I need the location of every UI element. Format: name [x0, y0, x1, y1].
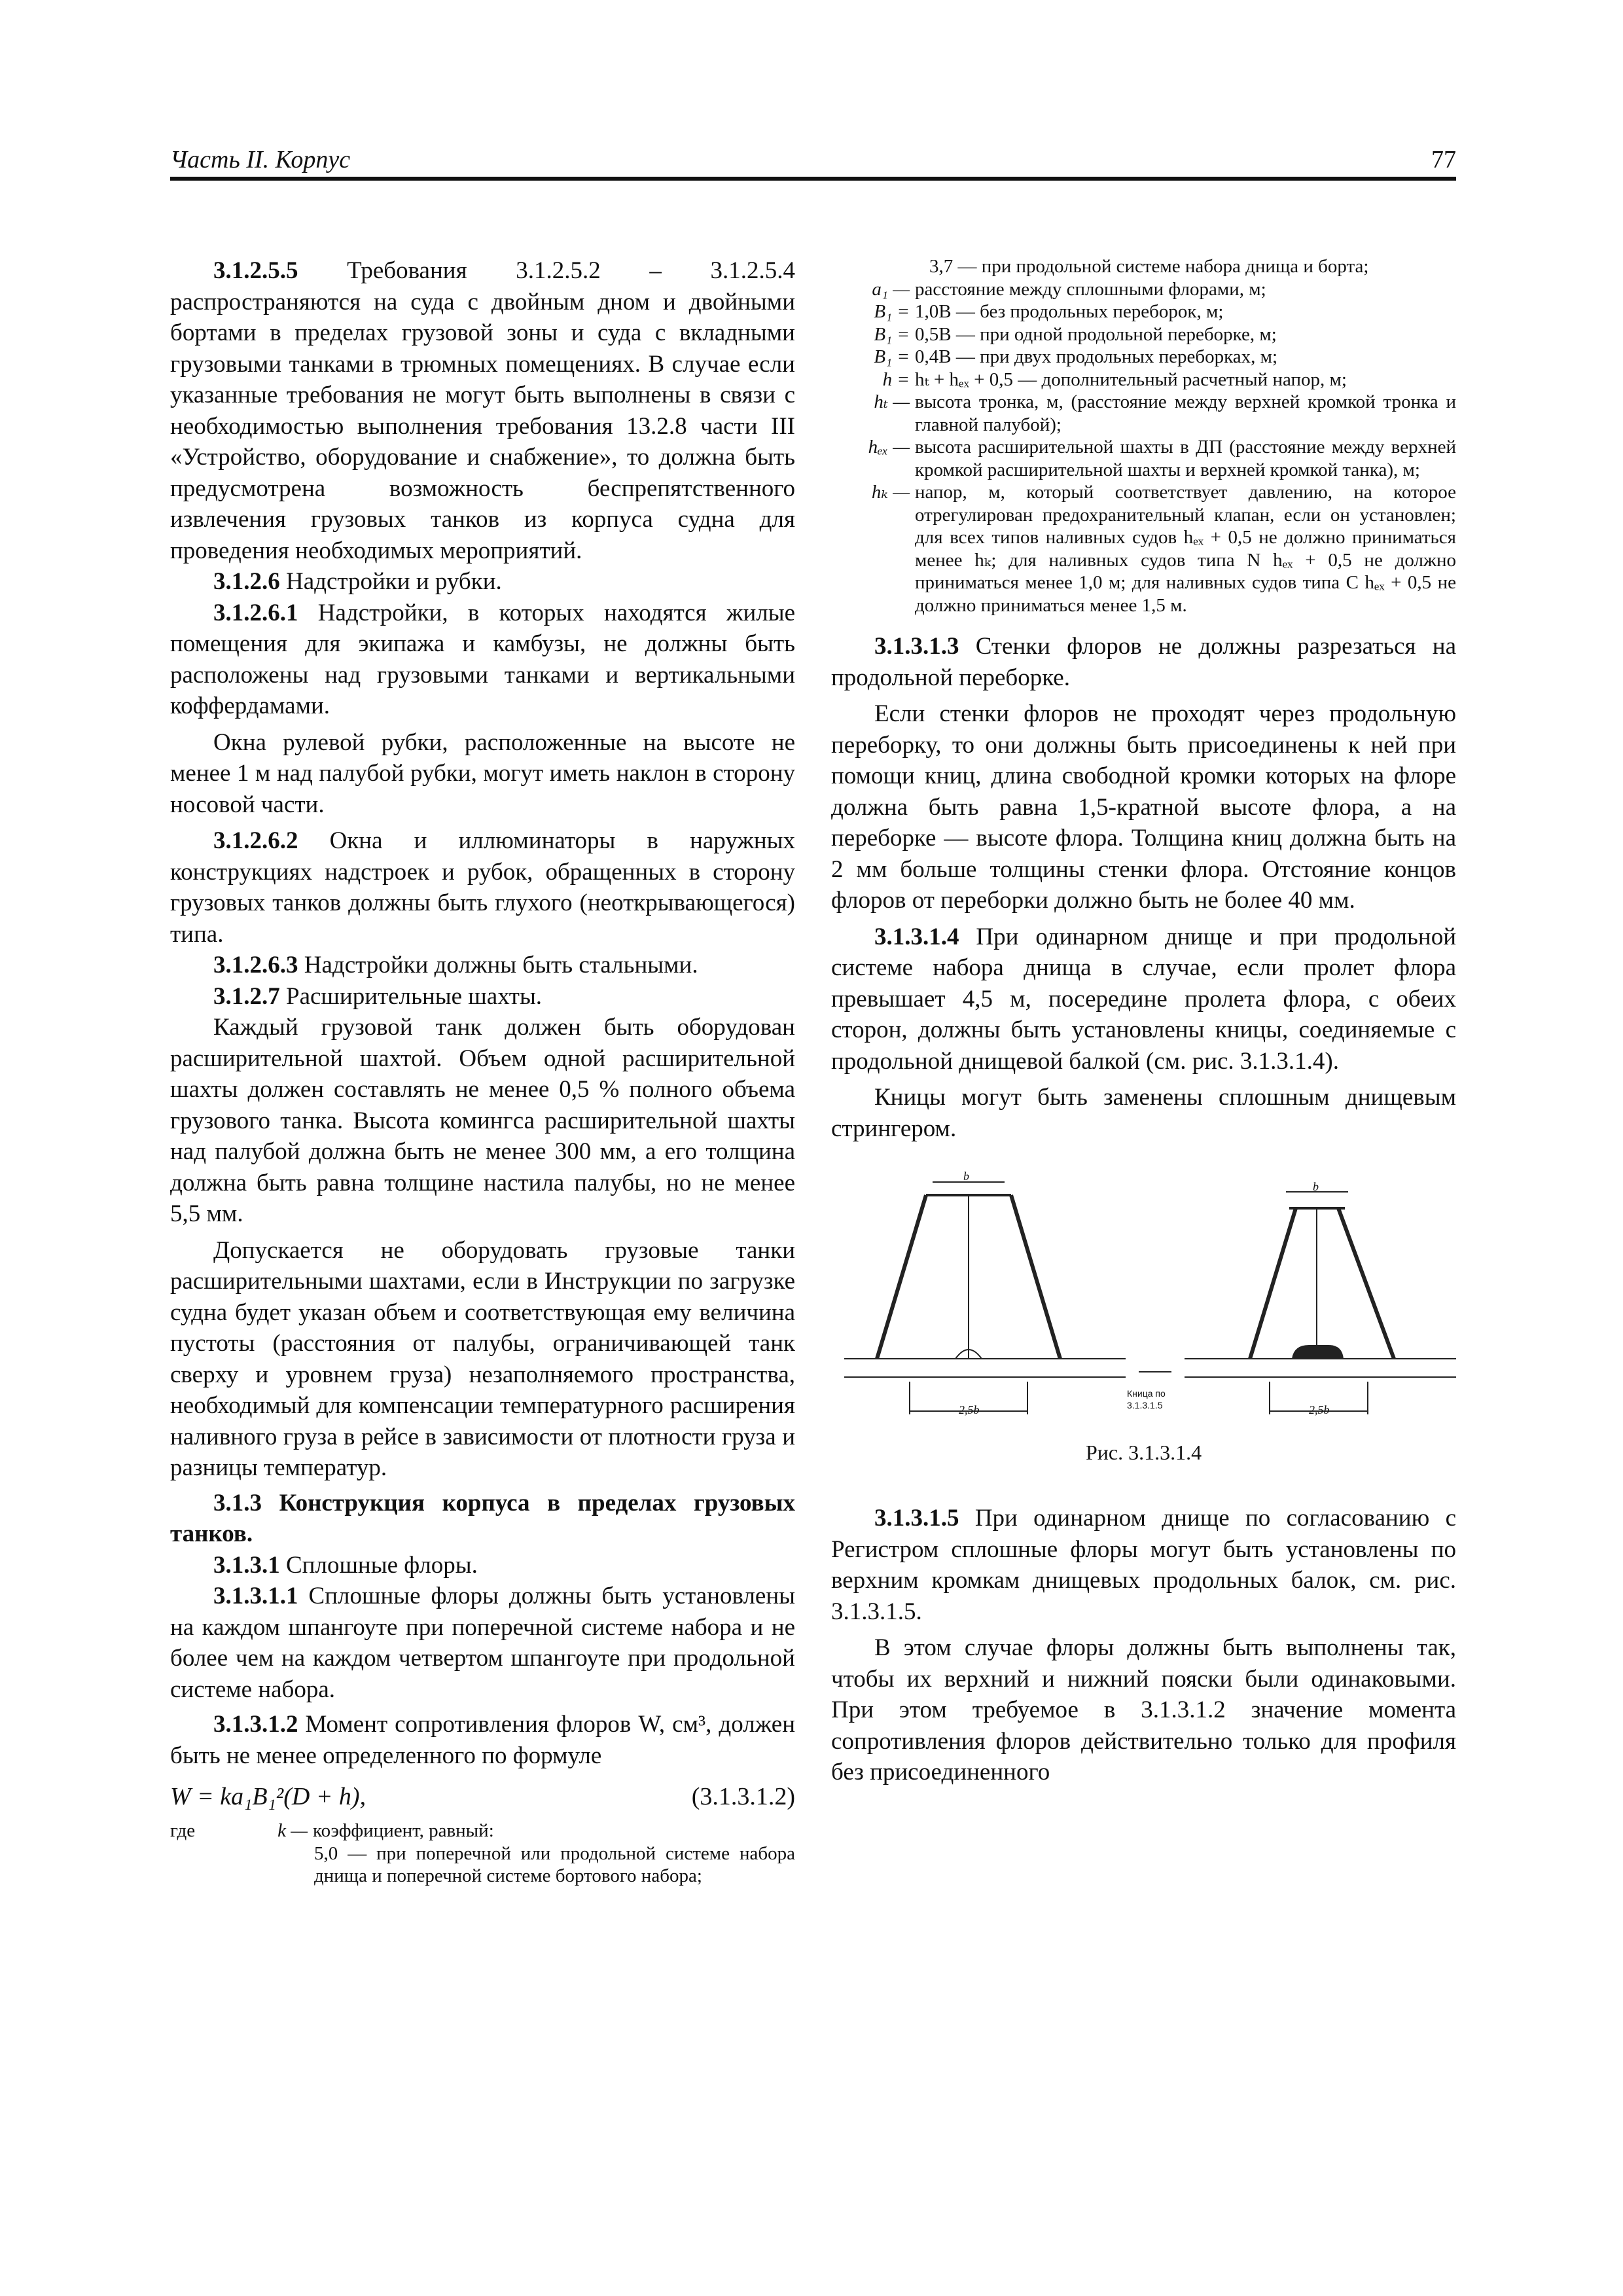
paragraph: 3.1.2.5.5 Требования 3.1.2.5.2 – 3.1.2.5.4 распространяются на суда с двойным дном и двойными бортами в пределах грузовой зоны и суда с вкладными грузовыми танками в трюмных помещениях. В случае если указанные требования не могут быть выполнены в связи с необходимостью выполнения требования 13.2.8 части III «Устройство, оборудование и снабжение», то должна быть предусмотрена возможность беспрепятственного извлечения грузовых танков из корпуса судна для проведения необходимых мероприятий.	[170, 257, 795, 564]
figure-caption: Рис. 3.1.3.1.4	[1085, 1441, 1202, 1464]
definition: расстояние между сплошными флорами, м;	[915, 278, 1266, 300]
definition: 1,0B — без продольных переборок, м;	[915, 301, 1224, 322]
paragraph: Если стенки флоров не проходят через продольную переборку, то они должны быть присоединены к ней при помощи книц, длина свободной кромки которых на флоре должна быть равна 1,5-кратной высоте флора, а на переборке — высоте флора. Толщина книц должна быть на 2 мм больше толщины стенки флора. Отстояние концов флоров от переборки должно быть не более 40 мм.	[831, 700, 1456, 914]
definition-row	[831, 368, 1456, 391]
paragraph: 3.1.3.1.2 Момент сопротивления флоров W, см³, должен быть не менее определенного по формуле	[170, 1711, 795, 1769]
paragraph: 3.1.2.6.2 Окна и иллюминаторы в наружных конструкциях надстроек и рубок, обращенных в сторону грузовых танков должны быть глухого (неоткрывающегося) типа.	[170, 827, 795, 948]
note-label: Кница по	[1127, 1388, 1166, 1399]
definition: hₜ + hₑₓ + 0,5 — дополнительный расчетный напор, м;	[915, 368, 1347, 390]
paragraph: 3.1.3.1 Сплошные флоры.	[213, 1551, 478, 1579]
definition: коэффициент, равный:	[313, 1820, 494, 1841]
dim-label: 2,5b	[1309, 1403, 1330, 1416]
section-heading: 3.1.3 Конструкция корпуса в пределах грузовых танков.	[170, 1489, 795, 1547]
definition-row	[831, 436, 1456, 481]
definition-row	[831, 278, 1456, 301]
paragraph: 3.1.3.1.4 При одинарном днище и при продольной системе набора днища в случае, если пролет флора превышает 4,5 м, посередине пролета флора, с обеих сторон, должны быть установлены кницы, соединяемые с продольной днищевой балкой (см. рис. 3.1.3.1.4).	[831, 923, 1456, 1075]
definition: 3,7 — при продольной системе набора днища и борта;	[929, 256, 1369, 277]
paragraph: Окна рулевой рубки, расположенные на высоте не менее 1 м над палубой рубки, могут иметь наклон в сторону носовой части.	[170, 728, 795, 818]
figure-3-1-3-1-4	[831, 1156, 1456, 1463]
symbol: B₁ =	[874, 323, 910, 345]
symbol: k —	[277, 1820, 308, 1841]
paragraph: 3.1.2.6.3 Надстройки должны быть стальными.	[213, 952, 698, 978]
paragraph: 3.1.2.6 Надстройки и рубки.	[213, 568, 502, 595]
dim-label: b	[963, 1170, 969, 1183]
definition: 0,4B — при двух продольных переборках, м;	[915, 346, 1278, 367]
page-number: 77	[1431, 146, 1456, 173]
left-column	[170, 255, 795, 1888]
symbol: hₖ —	[871, 482, 910, 503]
where-label: где	[170, 1820, 196, 1841]
symbol: h =	[882, 368, 910, 390]
paragraph: Допускается не оборудовать грузовые танки расширительными шахтами, если в Инструкции по загрузке судна будет указан объем и соответствующая ему величина пустоты (расстояния от палубы, ограничивающей танк сверху и уровнем груза) незаполняемого пространства, необходимый для компенсации температурного расширения наливного груза в рейсе в зависимости от плотности груза и разницы температур.	[170, 1236, 795, 1481]
definition-row	[831, 346, 1456, 368]
symbol: hₜ —	[874, 391, 910, 412]
paragraph: 3.1.3.1.1 Сплошные флоры должны быть установлены на каждом шпангоуте при поперечной системе набора и не более чем на каждом четвертом шпангоуте при продольной системе набора.	[170, 1583, 795, 1703]
formula-legend-cont	[831, 255, 1456, 617]
formula-legend	[170, 1820, 795, 1888]
definition-row	[831, 391, 1456, 436]
symbol: B₁ =	[874, 301, 910, 322]
definition-row	[831, 323, 1456, 346]
paragraph: 3.1.3.1.5 При одинарном днище по согласованию с Регистром сплошные флоры могут быть установлены по верхним кромкам днищевых продольных балок, см. рис. 3.1.3.1.5.	[831, 1505, 1456, 1625]
paragraph: Кницы могут быть заменены сплошным днищевым стрингером.	[831, 1084, 1456, 1142]
definition: напор, м, который соответствует давлению, на которое отрегулирован предохранительный клапан, если он установлен; для всех типов наливных судов hₑₓ + 0,5 не должно приниматься менее hₖ; для наливных судов типа N hₑₓ + 0,5 не должно приниматься менее 1,0 м; для наливных судов типа C hₑₓ + 0,5 не должно приниматься менее 1,5 м.	[915, 482, 1456, 616]
definition: высота тронка, м, (расстояние между верхней кромкой тронка и главной палубой);	[915, 391, 1456, 435]
note-label: 3.1.3.1.5	[1127, 1400, 1163, 1410]
symbol: hₑₓ —	[868, 437, 910, 457]
paragraph: 3.1.2.6.1 Надстройки, в которых находятся жилые помещения для экипажа и камбузы, не должны быть расположены над грузовыми танками и вертикальными коффердамами.	[170, 599, 795, 719]
definition-row	[831, 481, 1456, 617]
right-column	[831, 255, 1456, 1788]
definition-row	[831, 300, 1456, 323]
paragraph: В этом случае флоры должны быть выполнены так, чтобы их верхний и нижний пояски были одинаковыми. При этом требуемое в 3.1.3.1.2 значение момента сопротивления флоров действительно только для профиля без присоединенного	[831, 1634, 1456, 1785]
definition: высота расширительной шахты в ДП (расстояние между верхней кромкой расширительной шахты и верхней кромкой танка), м;	[915, 437, 1456, 480]
formula	[170, 1780, 795, 1813]
paragraph: 3.1.2.7 Расширительные шахты.	[213, 982, 543, 1010]
definition: 5,0 — при поперечной или продольной системе набора днища и поперечной системе бортового набора;	[314, 1842, 795, 1886]
paragraph: 3.1.3.1.3 Стенки флоров не должны разрезаться на продольной переборке.	[831, 633, 1456, 691]
paragraph: Каждый грузовой танк должен быть оборудован расширительной шахтой. Объем одной расширительной шахты должен составлять не менее 0,5 % полного объема грузового танка. Высота комингса расширительной шахты над палубой должна быть не менее 300 мм, а его толщина должна быть равна толщине настила палубы, но не менее 5,5 мм.	[170, 1014, 795, 1227]
dim-label: b	[1313, 1180, 1319, 1193]
definition: 0,5B — при одной продольной переборке, м;	[915, 323, 1277, 345]
dim-label: 2,5b	[959, 1403, 980, 1416]
formula-number: (3.1.3.1.2)	[691, 1783, 795, 1810]
symbol: B₁ =	[874, 346, 910, 367]
header-rule	[170, 177, 1456, 181]
symbol: a₁ —	[872, 278, 910, 300]
formula-expression: W = ka₁B₁²(D + h),	[170, 1783, 366, 1810]
section-title: Часть II. Корпус	[170, 146, 351, 173]
